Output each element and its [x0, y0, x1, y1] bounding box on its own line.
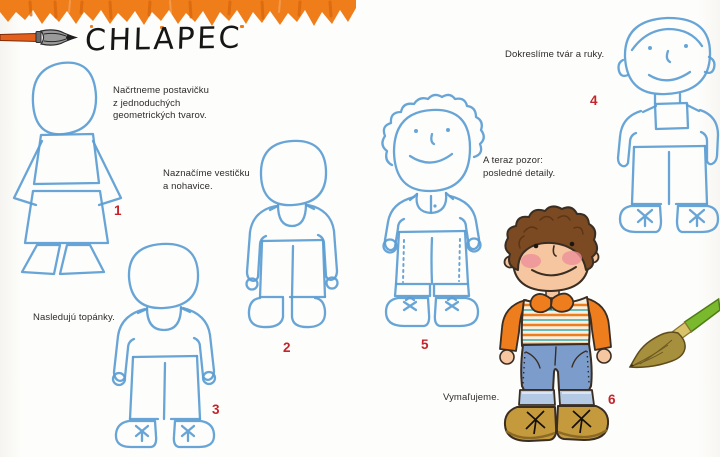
step-3-drawing: [113, 244, 215, 447]
step-2-number: 2: [283, 340, 291, 355]
step-5-instruction: A teraz pozor: posledné detaily.: [483, 155, 556, 179]
step-6-number: 6: [608, 392, 616, 407]
step-5-number: 5: [421, 337, 429, 352]
step-1-number: 1: [114, 203, 122, 218]
step-1-instruction: Načrtneme postavičku z jednoduchých geometrických tvarov.: [113, 85, 209, 122]
paintbrush-icon: [629, 299, 720, 367]
step-2-instruction: Naznačíme vestičku a nohavice.: [163, 168, 250, 192]
page-title: CHLAPEC: [84, 20, 243, 59]
step-3-number: 3: [212, 402, 220, 417]
step-5-drawing: [382, 95, 483, 326]
colored-boy-illustration: [500, 206, 611, 441]
step-4-number: 4: [590, 93, 598, 108]
dip-pen-icon: [0, 30, 78, 45]
step-4-instruction: Dokreslíme tvár a ruky.: [505, 49, 605, 60]
step-3-instruction: Nasledujú topánky.: [33, 312, 115, 323]
step-1-drawing: [14, 63, 121, 274]
step-6-instruction: Vymaľujeme.: [443, 392, 500, 403]
